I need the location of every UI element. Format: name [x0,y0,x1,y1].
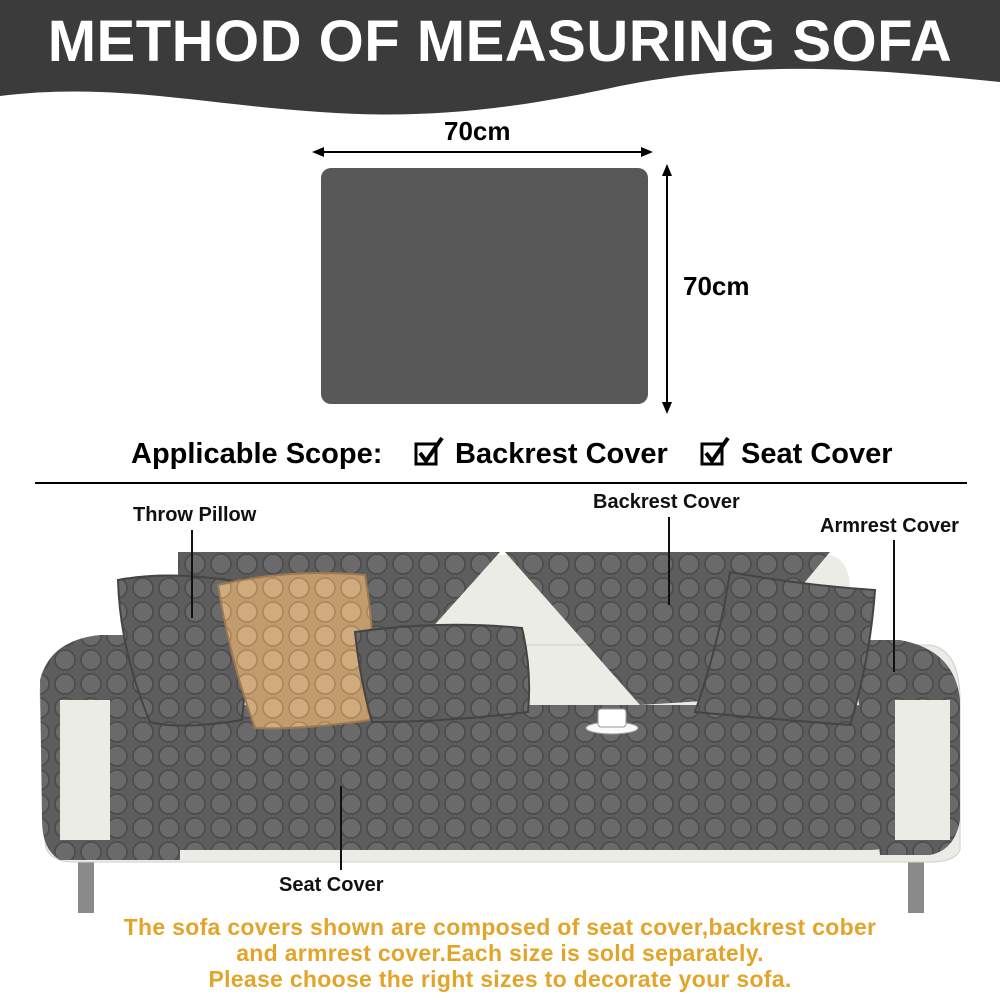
seat-cover-shape [110,705,895,850]
callout-armrest-cover: Armrest Cover [820,515,959,537]
footer-line: The sofa covers shown are composed of seat cover,backrest cober [123,914,877,940]
footer-note [0,914,1000,992]
scope-label: Applicable Scope: [131,438,383,470]
rect-pillow-shape [355,625,529,722]
height-arrow [657,162,677,416]
footer-line: and armrest cover.Each size is sold separately. [236,940,764,966]
footer-line: Please choose the right sizes to decorate your sofa. [208,966,792,992]
cover-size-swatch [321,168,648,404]
scope-item-backrest: Backrest Cover [455,438,668,470]
callout-throw-pillow: Throw Pillow [133,504,257,526]
scope-item-seat: Seat Cover [741,438,893,470]
sofa-leg [908,855,924,913]
sofa-leg [78,855,94,913]
height-label: 70cm [683,271,750,301]
divider [35,482,967,484]
applicable-scope [0,432,1000,478]
checkbox-checked-icon [700,436,730,466]
sofa-illustration [0,486,1000,916]
callout-seat-cover: Seat Cover [279,874,384,896]
callout-backrest-cover: Backrest Cover [593,491,740,513]
width-arrow [310,142,655,162]
page-title: METHOD OF MEASURING SOFA [47,9,953,74]
checkbox-checked-icon [414,436,444,466]
width-label: 70cm [444,116,511,146]
